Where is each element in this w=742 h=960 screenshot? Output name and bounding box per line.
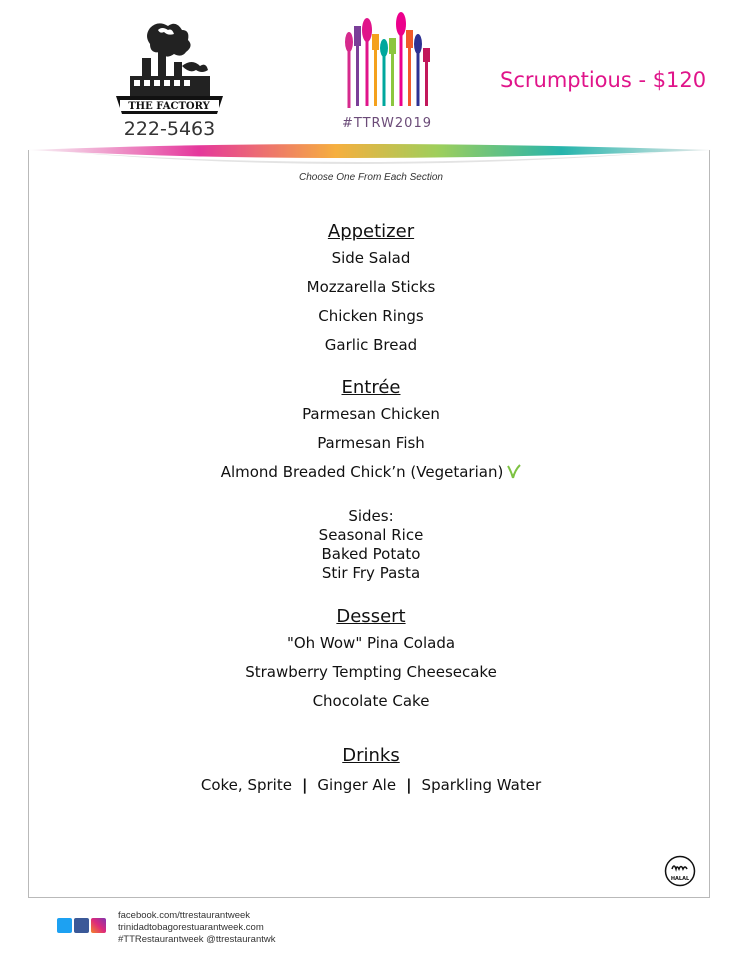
side-item: Stir Fry Pasta bbox=[321, 564, 421, 582]
dessert-item: Chocolate Cake bbox=[312, 692, 430, 710]
dessert-item: Strawberry Tempting Cheesecake bbox=[245, 663, 497, 681]
drink-item: Ginger Ale bbox=[317, 776, 397, 794]
separator: | bbox=[406, 776, 412, 794]
entree-title: Entrée bbox=[341, 377, 401, 398]
social-icons bbox=[57, 918, 108, 934]
dessert-item: "Oh Wow" Pina Colada bbox=[286, 634, 456, 652]
entree-item: Parmesan Fish bbox=[317, 434, 425, 452]
event-hashtag: #TTRW2019 bbox=[342, 116, 432, 131]
phone-number: 222-5463 bbox=[123, 118, 216, 140]
instruction-text: Choose One From Each Section bbox=[299, 172, 443, 183]
entree-item-label: Almond Breaded Chick’n (Vegetarian) bbox=[220, 463, 504, 481]
menu-body bbox=[0, 220, 742, 798]
sides-label: Sides: bbox=[348, 507, 394, 525]
appetizer-item: Garlic Bread bbox=[324, 336, 418, 354]
drink-item: Coke, Sprite bbox=[200, 776, 292, 794]
appetizer-item: Mozzarella Sticks bbox=[306, 278, 436, 296]
appetizer-item: Side Salad bbox=[331, 249, 411, 267]
halal-text: HALAL bbox=[670, 876, 690, 882]
instagram-icon[interactable] bbox=[91, 918, 106, 933]
side-item: Baked Potato bbox=[321, 545, 421, 563]
dessert-title: Dessert bbox=[336, 606, 406, 627]
twitter-icon[interactable] bbox=[57, 918, 72, 933]
entree-item-vegetarian bbox=[0, 458, 742, 487]
social-handles: #TTRestaurantweek @ttrestaurantwk bbox=[118, 934, 276, 945]
appetizer-item: Chicken Rings bbox=[318, 307, 424, 325]
package-price: Scrumptious - $120 bbox=[500, 68, 707, 92]
facebook-icon[interactable] bbox=[74, 918, 89, 933]
factory-logo-text: THE FACTORY bbox=[128, 101, 210, 112]
footer-links bbox=[118, 910, 275, 946]
halal-badge bbox=[664, 855, 696, 887]
website-link[interactable]: trinidadtobagorestuarantweek.com bbox=[118, 922, 264, 933]
drinks-row bbox=[0, 772, 742, 798]
side-item: Seasonal Rice bbox=[318, 526, 424, 544]
drinks-title: Drinks bbox=[342, 745, 400, 766]
drink-item: Sparkling Water bbox=[421, 776, 542, 794]
decorative-swoosh bbox=[28, 136, 712, 176]
appetizer-title: Appetizer bbox=[327, 221, 415, 242]
separator: | bbox=[301, 776, 308, 794]
facebook-link[interactable]: facebook.com/ttrestaurantweek bbox=[118, 910, 251, 921]
entree-item: Parmesan Chicken bbox=[302, 405, 440, 423]
leaf-icon bbox=[507, 463, 521, 479]
